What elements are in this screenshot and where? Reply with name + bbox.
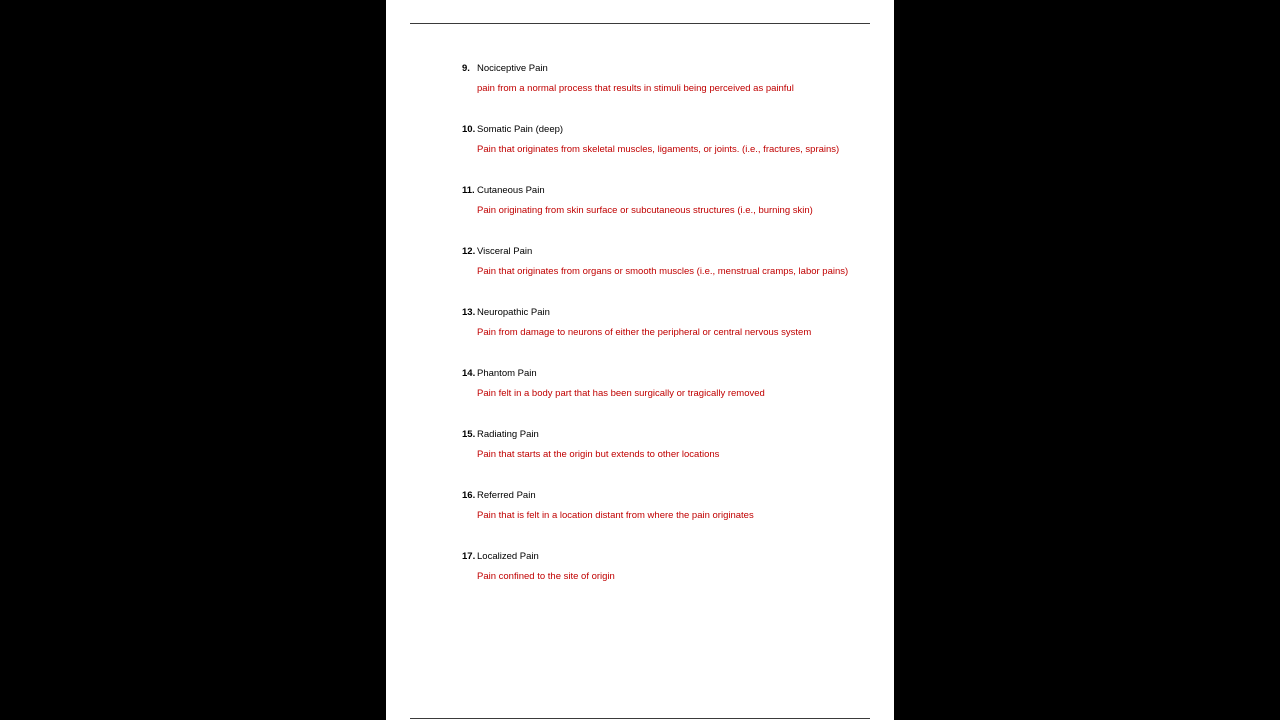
term: Somatic Pain (deep) xyxy=(477,124,564,135)
document-page xyxy=(386,0,894,720)
header-rule xyxy=(410,23,870,24)
item-number: 10. xyxy=(462,124,476,135)
term-line xyxy=(462,550,539,564)
item-number: 17. xyxy=(462,551,476,562)
term-line xyxy=(462,428,539,442)
definition: Pain that is felt in a location distant from where the pain originates xyxy=(477,510,754,521)
term-line xyxy=(462,123,563,137)
list-item xyxy=(462,489,882,550)
item-number: 16. xyxy=(462,490,476,501)
term: Visceral Pain xyxy=(477,246,533,257)
term-line xyxy=(462,489,536,503)
term-line xyxy=(462,367,537,381)
list-item xyxy=(462,428,882,489)
term: Cutaneous Pain xyxy=(477,185,545,196)
list-item xyxy=(462,306,882,367)
term-list xyxy=(462,62,882,611)
list-item xyxy=(462,245,882,306)
definition: Pain confined to the site of origin xyxy=(477,571,615,582)
list-item xyxy=(462,184,882,245)
term-line xyxy=(462,245,532,259)
definition: Pain originating from skin surface or subcutaneous structures (i.e., burning skin) xyxy=(477,205,813,216)
term-line xyxy=(462,184,545,198)
term-line xyxy=(462,306,550,320)
item-number: 13. xyxy=(462,307,476,318)
term-line xyxy=(462,62,548,76)
term: Phantom Pain xyxy=(477,368,537,379)
definition: Pain from damage to neurons of either the peripheral or central nervous system xyxy=(477,327,812,338)
item-number: 11. xyxy=(462,185,475,196)
list-item xyxy=(462,367,882,428)
definition: Pain that starts at the origin but extends to other locations xyxy=(477,449,720,460)
footer-rule xyxy=(410,718,870,719)
definition: Pain that originates from organs or smooth muscles (i.e., menstrual cramps, labor pains) xyxy=(477,266,849,277)
definition: Pain felt in a body part that has been surgically or tragically removed xyxy=(477,388,765,399)
term: Radiating Pain xyxy=(477,429,539,440)
definition: Pain that originates from skeletal muscles, ligaments, or joints. (i.e., fractures, sprains) xyxy=(477,144,840,155)
term: Referred Pain xyxy=(477,490,536,501)
term: Nociceptive Pain xyxy=(477,63,548,74)
definition: pain from a normal process that results in stimuli being perceived as painful xyxy=(477,83,794,94)
term: Neuropathic Pain xyxy=(477,307,550,318)
item-number: 14. xyxy=(462,368,476,379)
term: Localized Pain xyxy=(477,551,539,562)
item-number: 12. xyxy=(462,246,476,257)
list-item xyxy=(462,550,882,611)
list-item xyxy=(462,123,882,184)
item-number: 15. xyxy=(462,429,476,440)
list-item xyxy=(462,62,882,123)
item-number: 9. xyxy=(462,63,470,74)
